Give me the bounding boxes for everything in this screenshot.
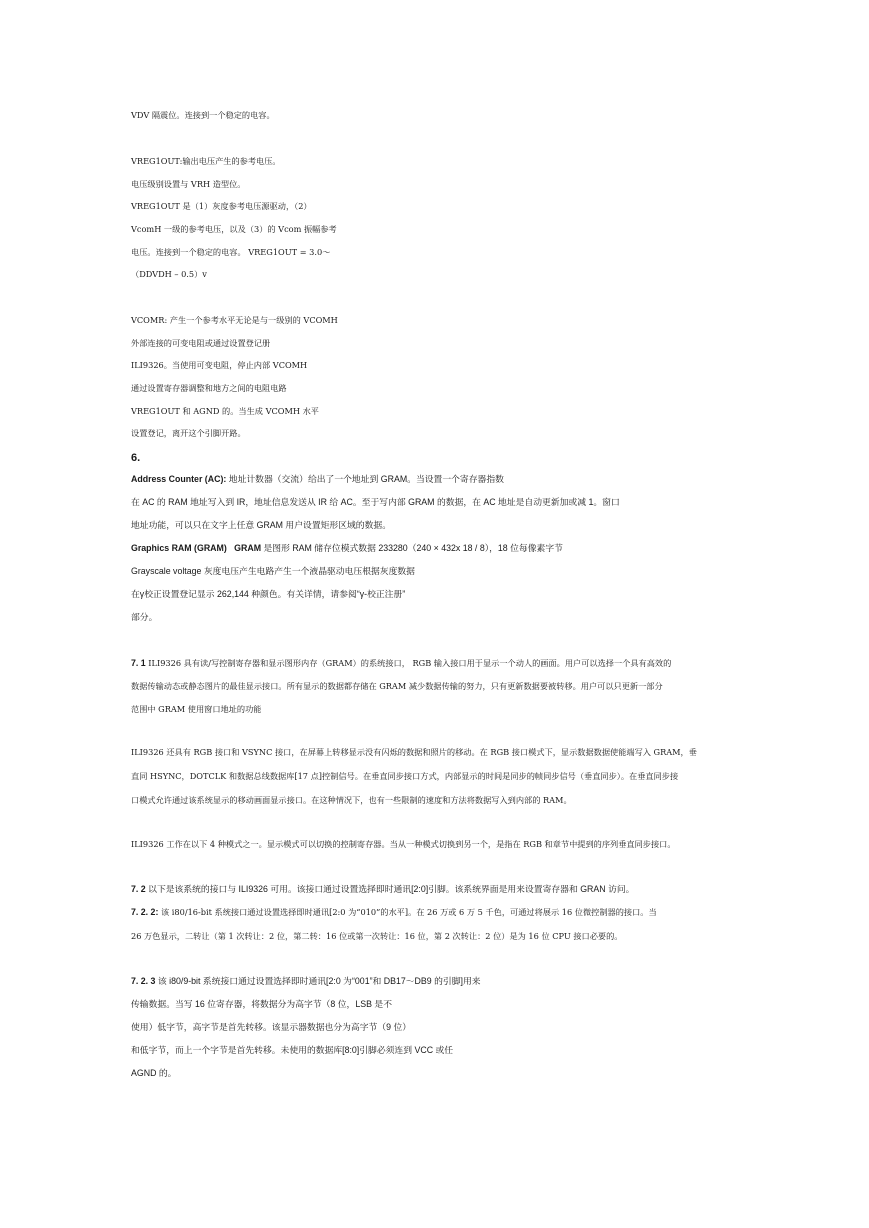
section-number: 7. 2 [131,884,146,894]
para-text: 该 i80/16-bit 系统接口通过设置选择即时通讯[2:0 为“010”的水平]。在 26 万或 6 万 5 千色，可通过将展示 16 位微控制器的接口。当 [161,907,657,917]
text-line: 地址功能，可以只在文字上任意 GRAM 用户设置矩形区域的数据。 [131,520,391,530]
text-line: （DDVDH – 0.5）v [131,269,207,279]
text-line: 传输数据。当写 16 位寄存器，将数据分为高字节（8 位，LSB 是不 [131,999,393,1009]
text-line [131,473,504,485]
para-text: 该 i80/9-bit 系统接口通过设置选择即时通讯[2:0 为“001”和 DB17～DB9 的引脚]用来 [157,976,481,986]
text-line [131,906,657,918]
text-line: 部分。 [131,612,158,622]
text-line: VcomH 一级的参考电压，以及（3）的 Vcom 振幅参考 [131,224,337,234]
section-number: 7. 1 [131,658,146,668]
text-line: 口模式允许通过该系统显示的移动画面显示接口。在这种情况下，也有一些限制的速度和方法将数据写入到内部的 RAM。 [131,795,572,805]
term-text: 是图形 RAM 储存位模式数据 233280（240 × 432x 18 / 8），18 位每像素字节 [263,543,563,553]
text-line: 直同 HSYNC，DOTCLK 和数据总线数据库[17 点]控制信号。在垂直同步接口方式，内部显示的时间是同步的帧同步信号（垂直同步）。在垂直同步接 [131,771,679,781]
term-bold: GRAM [234,543,262,553]
text-line: 电压。连接到一个稳定的电容。 VREG1OUT = 3.0～ [131,247,331,257]
text-line: ILI9326 工作在以下 4 种模式之一。显示模式可以切换的控制寄存器。当从一种模式切换到另一个，是指在 RGB 和章节中提到的序列垂直同步接口。 [131,839,676,849]
text-line: 设置登记，离开这个引脚开路。 [131,428,246,438]
text-line [131,657,671,669]
text-line: VREG1OUT 是（1）灰度参考电压源驱动，（2） [131,201,312,211]
text-line: 26 万色显示，二转让（第 1 次转让：2 位，第二转：16 位或第一次转让：16 位，第 2 次转让：2 位）是为 16 位 CPU 接口必要的。 [131,931,623,941]
section-number: 7. 2. 3 [131,976,156,986]
para-text: 以下是该系统的接口与 ILI9326 可用。该接口通过设置选择即时通讯[2:0]引脚。该系统界面是用来设置寄存器和 GRAN 访问。 [148,884,635,894]
text-line: AGND 的。 [131,1068,177,1078]
text-line: VREG1OUT 和 AGND 的。当生成 VCOMH 水平 [131,406,319,416]
term-label: Address Counter (AC): [131,474,227,484]
text-line: 和低字节，而上一个字节是首先转移。未使用的数据库[8:0]引脚必须连到 VCC 或任 [131,1045,454,1055]
text-line: ILI9326 还具有 RGB 接口和 VSYNC 接口，在屏幕上转移显示没有闪烁的数据和照片的移动。在 RGB 接口模式下，显示数据数据使能端写入 GRAM，垂 [131,747,697,757]
term-text: 地址计数器（交流）给出了一个地址到 GRAM。当设置一个寄存器指数 [228,474,504,484]
text-line: ILI9326。当使用可变电阻，停止内部 VCOMH [131,360,308,370]
section-heading: 6. [131,452,141,464]
text-line [131,975,481,987]
term-label: Graphics RAM (GRAM) [131,543,227,553]
text-line: VREG1OUT:输出电压产生的参考电压。 [131,156,281,166]
text-line: 在γ校正设置登记显示 262,144 种颜色。有关详情，请参阅“γ-校正注册” [131,589,406,599]
text-line: Grayscale voltage 灰度电压产生电路产生一个液晶驱动电压根据灰度数据 [131,566,415,576]
text-line: 范围中 GRAM 使用窗口地址的功能 [131,704,262,714]
text-line: 电压级别设置与 VRH 造型位。 [131,179,246,189]
text-line: 通过设置寄存器调整和地方之间的电阻电路 [131,383,287,393]
text-line: 使用）低字节，高字节是首先转移。该显示器数据也分为高字节（9 位） [131,1022,412,1032]
text-line: VCOMR: 产生一个参考水平无论是与一级别的 VCOMH [131,315,338,325]
text-line: 外部连接的可变电阻或通过设置登记册 [131,338,271,348]
section-number: 7. 2. 2: [131,907,159,917]
text-line [131,883,634,895]
text-line: 数据传输动态或静态图片的最佳显示接口。所有显示的数据都存储在 GRAM 减少数据传输的努力，只有更新数据要被转移。用户可以只更新一部分 [131,681,663,691]
text-line: 在 AC 的 RAM 地址写入到 IR，地址信息发送从 IR 给 AC。至于写内部 GRAM 的数据，在 AC 地址是自动更新加或减 1。窗口 [131,497,620,507]
text-line: VDV 隔震位。连接到一个稳定的电容。 [131,110,275,120]
para-text: ILI9326 具有读/写控制寄存器和显示图形内存（GRAM）的系统接口， RGB 输入接口用于显示一个动人的画面。用户可以选择一个具有高效的 [148,658,672,668]
text-line [131,542,563,554]
